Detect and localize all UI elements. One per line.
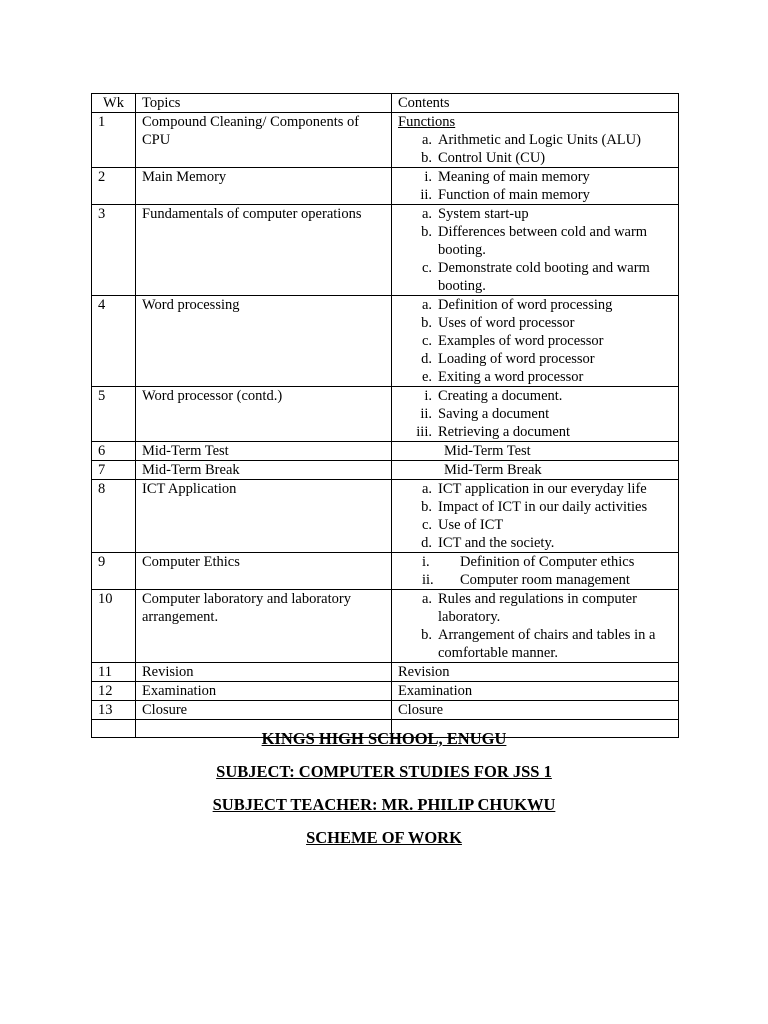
week-number: 9 xyxy=(92,553,136,590)
table-row xyxy=(92,387,679,442)
list-item-text: Arithmetic and Logic Units (ALU) xyxy=(438,132,641,148)
list-item-text: Function of main memory xyxy=(438,187,590,203)
list-item xyxy=(398,387,672,405)
topic-cell: Mid-Term Break xyxy=(136,461,392,480)
topic-cell: Closure xyxy=(136,701,392,720)
contents-cell: Closure xyxy=(392,701,679,720)
table-row xyxy=(92,682,679,701)
content-list xyxy=(398,387,672,441)
topic-cell: Examination xyxy=(136,682,392,701)
list-item-text: Definition of word processing xyxy=(438,297,613,313)
list-item-text: Rules and regulations in computer laboratory. xyxy=(438,591,637,625)
subject-heading: SUBJECT: COMPUTER STUDIES FOR JSS 1 xyxy=(216,762,552,781)
list-item xyxy=(398,553,672,571)
week-number: 7 xyxy=(92,461,136,480)
list-item xyxy=(398,480,672,498)
topic-cell: Revision xyxy=(136,663,392,682)
table-row xyxy=(92,205,679,296)
list-marker: a. xyxy=(421,481,432,497)
list-item-text: Demonstrate cold booting and warm booting. xyxy=(438,260,650,294)
list-item xyxy=(398,332,672,350)
list-marker: d. xyxy=(421,351,432,367)
list-item xyxy=(398,498,672,516)
list-item xyxy=(398,626,672,662)
list-item-text: Differences between cold and warm booting. xyxy=(438,224,648,258)
school-name-heading: KINGS HIGH SCHOOL, ENUGU xyxy=(261,729,507,748)
list-marker: d. xyxy=(421,535,432,551)
list-marker: i. xyxy=(424,388,432,404)
list-item xyxy=(398,516,672,534)
topic-cell: Mid-Term Test xyxy=(136,442,392,461)
topic-cell: Main Memory xyxy=(136,168,392,205)
list-marker: b. xyxy=(421,627,432,643)
content-list xyxy=(398,205,672,295)
list-item xyxy=(398,259,672,295)
contents-cell xyxy=(392,442,679,461)
list-marker: c. xyxy=(421,333,432,349)
table-row xyxy=(92,461,679,480)
list-marker: a. xyxy=(421,206,432,222)
topic-cell: ICT Application xyxy=(136,480,392,553)
content-heading: Functions xyxy=(398,114,456,130)
list-item xyxy=(398,296,672,314)
list-item xyxy=(398,168,672,186)
list-item xyxy=(398,223,672,259)
table-row xyxy=(92,701,679,720)
list-marker: ii. xyxy=(420,406,432,422)
content-list xyxy=(398,168,672,204)
table-row xyxy=(92,663,679,682)
contents-cell xyxy=(392,205,679,296)
list-marker: a. xyxy=(421,132,432,148)
list-item xyxy=(398,131,672,149)
week-number: 10 xyxy=(92,590,136,663)
week-number: 3 xyxy=(92,205,136,296)
contents-cell xyxy=(392,553,679,590)
content-list xyxy=(398,131,672,167)
table-row xyxy=(92,553,679,590)
contents-cell xyxy=(392,590,679,663)
list-item-text: Use of ICT xyxy=(438,517,504,533)
contents-cell xyxy=(392,387,679,442)
list-item-text: Loading of word processor xyxy=(438,351,595,367)
list-marker: b. xyxy=(421,315,432,331)
list-item-text: Saving a document xyxy=(438,406,550,422)
list-item xyxy=(398,186,672,204)
content-text: Mid-Term Test xyxy=(444,443,531,459)
subject-teacher-heading: SUBJECT TEACHER: MR. PHILIP CHUKWU xyxy=(212,795,556,814)
topic-cell: Word processor (contd.) xyxy=(136,387,392,442)
scheme-of-work-heading: SCHEME OF WORK xyxy=(306,828,462,847)
contents-cell: Revision xyxy=(392,663,679,682)
topic-cell: Compound Cleaning/ Components of CPU xyxy=(136,113,392,168)
contents-cell: Examination xyxy=(392,682,679,701)
contents-cell xyxy=(392,168,679,205)
week-number: 12 xyxy=(92,682,136,701)
content-list xyxy=(398,480,672,552)
list-marker: ii. xyxy=(420,187,432,203)
list-item xyxy=(398,534,672,552)
table-row xyxy=(92,590,679,663)
header-wk: Wk xyxy=(92,94,136,113)
list-item-text: Creating a document. xyxy=(438,388,563,404)
list-marker: c. xyxy=(421,517,432,533)
week-number: 2 xyxy=(92,168,136,205)
list-marker: a. xyxy=(421,297,432,313)
list-item xyxy=(398,423,672,441)
list-marker: b. xyxy=(421,499,432,515)
list-item xyxy=(398,205,672,223)
list-marker: e. xyxy=(421,369,432,385)
list-marker: b. xyxy=(421,150,432,166)
week-number: 13 xyxy=(92,701,136,720)
list-item-text: Arrangement of chairs and tables in a comfortable manner. xyxy=(438,627,656,661)
list-item xyxy=(398,368,672,386)
content-list xyxy=(398,590,672,662)
list-item-text: Definition of Computer ethics xyxy=(460,554,635,570)
contents-cell xyxy=(392,113,679,168)
topic-cell: Word processing xyxy=(136,296,392,387)
list-item-text: Control Unit (CU) xyxy=(438,150,546,166)
contents-cell xyxy=(392,461,679,480)
list-marker: a. xyxy=(421,591,432,607)
list-item-text: Computer room management xyxy=(460,572,630,588)
topic-cell: Computer laboratory and laboratory arrangement. xyxy=(136,590,392,663)
list-item-text: Uses of word processor xyxy=(438,315,575,331)
table-header-row xyxy=(92,94,679,113)
list-marker: i. xyxy=(422,554,430,570)
list-item-text: Examples of word processor xyxy=(438,333,604,349)
topic-cell: Computer Ethics xyxy=(136,553,392,590)
week-number: 11 xyxy=(92,663,136,682)
content-list xyxy=(398,296,672,386)
list-item-text: System start-up xyxy=(438,206,529,222)
table-row xyxy=(92,442,679,461)
week-number: 4 xyxy=(92,296,136,387)
week-number: 1 xyxy=(92,113,136,168)
list-item xyxy=(398,571,672,589)
topic-cell: Fundamentals of computer operations xyxy=(136,205,392,296)
header-topics: Topics xyxy=(136,94,392,113)
week-number: 6 xyxy=(92,442,136,461)
table-row xyxy=(92,113,679,168)
list-item-text: ICT and the society. xyxy=(438,535,555,551)
list-marker: b. xyxy=(421,224,432,240)
contents-cell xyxy=(392,480,679,553)
content-text: Mid-Term Break xyxy=(444,462,542,478)
list-item-text: Exiting a word processor xyxy=(438,369,584,385)
list-item-text: Retrieving a document xyxy=(438,424,571,440)
list-item-text: ICT application in our everyday life xyxy=(438,481,647,497)
content-list xyxy=(398,553,672,589)
list-item xyxy=(398,405,672,423)
table-row xyxy=(92,480,679,553)
scheme-of-work-table xyxy=(91,93,679,738)
list-item xyxy=(398,590,672,626)
document-titles xyxy=(0,728,768,860)
table-row xyxy=(92,296,679,387)
contents-cell xyxy=(392,296,679,387)
list-item xyxy=(398,350,672,368)
header-contents: Contents xyxy=(392,94,679,113)
list-item-text: Impact of ICT in our daily activities xyxy=(438,499,648,515)
list-item xyxy=(398,149,672,167)
week-number: 8 xyxy=(92,480,136,553)
list-item-text: Meaning of main memory xyxy=(438,169,590,185)
table-row xyxy=(92,168,679,205)
list-marker: iii. xyxy=(416,424,432,440)
list-marker: ii. xyxy=(422,572,434,588)
week-number: 5 xyxy=(92,387,136,442)
list-item xyxy=(398,314,672,332)
list-marker: c. xyxy=(421,260,432,276)
list-marker: i. xyxy=(424,169,432,185)
